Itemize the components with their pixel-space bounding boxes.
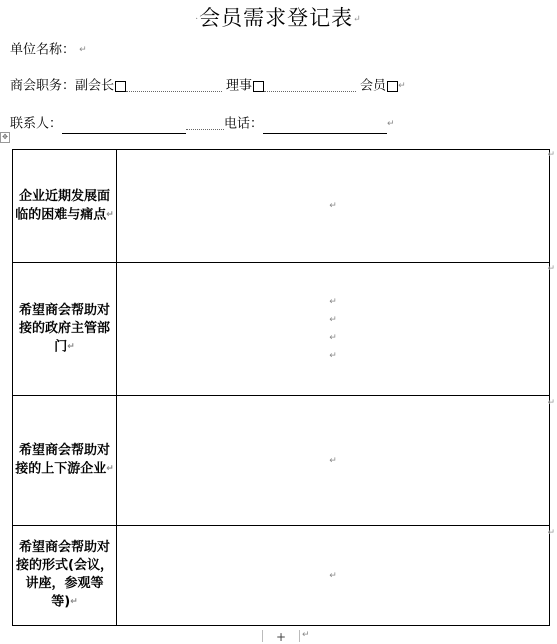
position-label: 商会职务：	[10, 78, 76, 94]
contact-line	[10, 115, 395, 134]
vice-president-label: 副会长	[75, 78, 115, 94]
row-end-mark: ↵	[547, 150, 555, 160]
phone-input[interactable]	[263, 120, 387, 134]
table-row	[13, 150, 550, 263]
row-content-cell[interactable]: ↵	[117, 150, 550, 263]
director-label: 理事	[226, 78, 253, 94]
row-label: 希望商会帮助对接的上下游企业↵	[13, 396, 117, 526]
row-label: 希望商会帮助对接的形式(会议，讲座，参观等等)↵	[13, 526, 117, 626]
row-end-mark: ↵	[547, 528, 555, 538]
row-end-mark: ↵	[547, 398, 555, 408]
row-label: 企业近期发展面临的困难与痛点↵	[13, 150, 117, 263]
member-label: 会员	[360, 78, 387, 94]
table-row	[13, 526, 550, 626]
row-content-cell[interactable]: ↵ ↵ ↵ ↵	[117, 263, 550, 396]
table-move-handle-icon[interactable]: ✥	[0, 132, 10, 143]
dotted-leader	[186, 119, 224, 130]
unit-name-line	[10, 41, 87, 60]
phone-label: 电话：	[224, 116, 264, 132]
add-row-button[interactable]: +	[262, 630, 300, 642]
dotted-leader	[264, 81, 356, 92]
unit-name-label: 单位名称：	[10, 42, 76, 58]
page-title	[0, 2, 557, 32]
paragraph-mark: ↵	[398, 81, 406, 91]
title-text: 会员需求登记表	[199, 6, 354, 30]
row-label: 希望商会帮助对接的政府主管部门↵	[13, 263, 117, 396]
paragraph-mark: ↵	[79, 45, 87, 55]
table-row	[13, 396, 550, 526]
paragraph-mark: ↵	[353, 14, 362, 25]
table-row	[13, 263, 550, 396]
row-content-cell[interactable]: ↵	[117, 526, 550, 626]
director-checkbox[interactable]	[253, 81, 264, 92]
requirements-table	[12, 149, 550, 626]
vice-president-checkbox[interactable]	[115, 81, 126, 92]
position-line	[10, 77, 406, 96]
paragraph-mark: ↵	[302, 630, 310, 640]
row-content-cell[interactable]: ↵	[117, 396, 550, 526]
dotted-leader	[126, 81, 222, 92]
row-end-mark: ↵	[547, 264, 555, 274]
contact-label: 联系人：	[10, 116, 63, 132]
paragraph-mark: ·	[195, 14, 200, 25]
contact-input[interactable]	[62, 120, 186, 134]
paragraph-mark: ↵	[387, 119, 395, 129]
member-checkbox[interactable]	[387, 81, 398, 92]
